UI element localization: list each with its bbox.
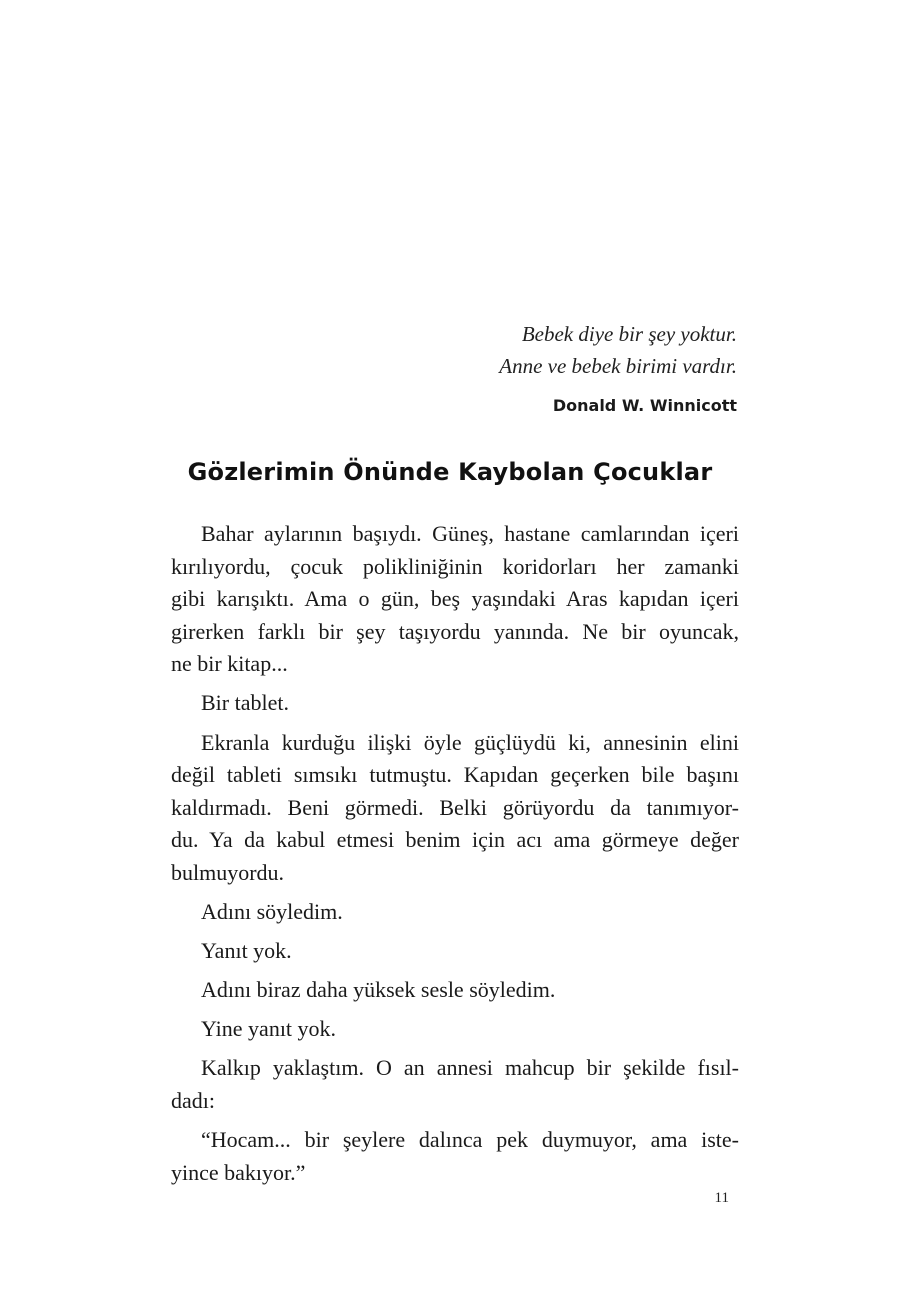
text-line: dadı: [171,1088,215,1113]
paragraph [171,687,739,720]
epigraph [499,318,737,382]
text-line: yince bakıyor.” [171,1159,306,1185]
text-line: Yine yanıt yok. [201,1016,337,1042]
paragraph [171,896,739,929]
text-line: du. Ya da kabul etmesi benim için acı ama görmeye değer [171,827,739,853]
text-line: ne bir kitap... [171,651,288,677]
text-line: Adını biraz daha yüksek sesle söyledim. [201,977,556,1003]
paragraph [171,518,739,681]
text-line: Bahar aylarının başıydı. Güneş, hastane camlarından içeri [201,521,739,546]
page-number: 11 [714,1190,729,1206]
epigraph-author: Donald W. Winnicott [552,396,737,415]
paragraph [171,1013,739,1046]
text-line: girerken farklı bir şey taşıyordu yanında. Ne bir oyuncak, [171,618,739,644]
paragraph [171,727,739,890]
epigraph-line: Anne ve bebek birimi vardır. [499,354,737,378]
text-line: Ekranla kurduğu ilişki öyle güçlüydü ki, annesinin elini [201,729,739,755]
text-line: Kalkıp yaklaştım. O an annesi mahcup bir şekilde fısıl- [201,1055,739,1081]
chapter-title: Gözlerimin Önünde Kaybolan Çocuklar [187,458,713,486]
text-line: değil tableti sımsıkı tutmuştu. Kapıdan geçerken bile başını [171,762,739,788]
text-line: Adını söyledim. [201,899,343,925]
text-line: kaldırmadı. Beni görmedi. Belki görüyordu da tanımıyor- [171,794,739,820]
text-line: Bir tablet. [201,690,289,716]
text-line: bulmuyordu. [171,859,285,885]
paragraph [171,1052,739,1117]
text-line: Yanıt yok. [201,938,292,964]
text-line: “Hocam... bir şeylere dalınca pek duymuyor, ama iste- [201,1127,739,1153]
paragraph [171,935,739,968]
paragraph [171,1124,739,1189]
body-text [171,518,739,1196]
epigraph-line: Bebek diye bir şey yoktur. [521,322,737,346]
paragraph [171,974,739,1007]
text-line: kırılıyordu, çocuk polikliniğinin koridorları her zamanki [171,553,739,579]
text-line: gibi karışıktı. Ama o gün, beş yaşındaki Aras kapıdan içeri [171,586,739,612]
